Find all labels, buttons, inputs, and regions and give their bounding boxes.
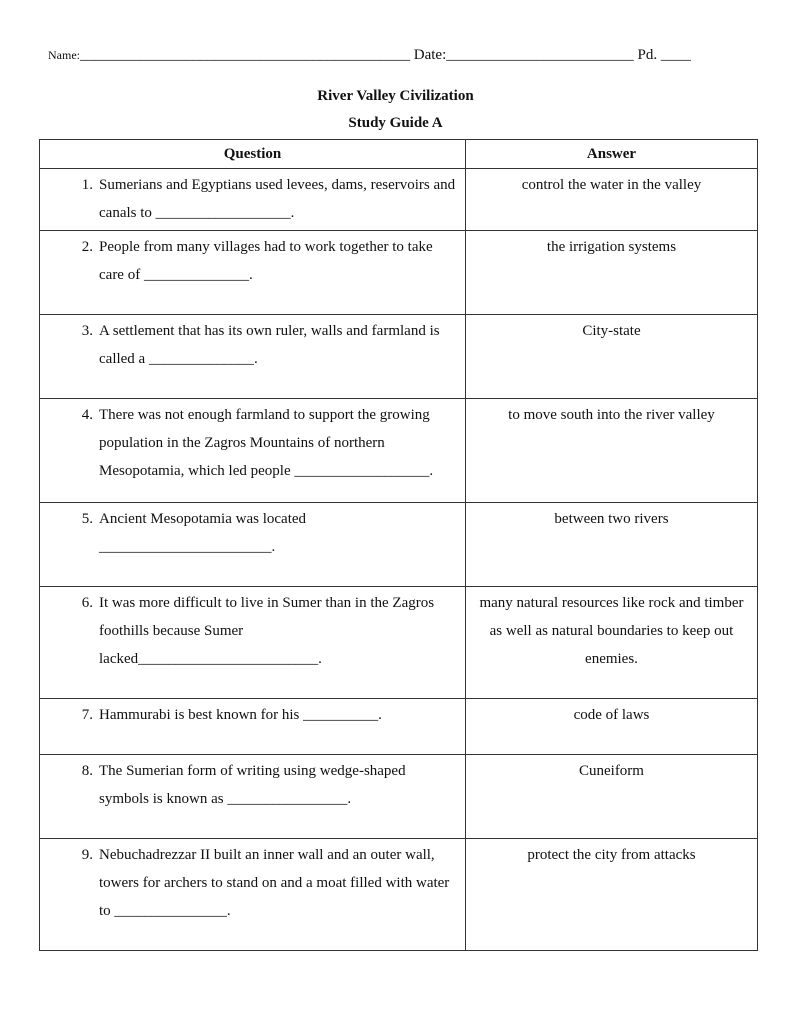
answer-column-header: Answer (465, 140, 757, 169)
question-cell (40, 231, 466, 315)
answer-text: between two rivers (554, 511, 669, 527)
question-text: Nebuchadrezzar II built an inner wall and an outer wall, towers for archers to stand on and a moat filled with water to _______________. (99, 847, 450, 919)
question-number: 2. (81, 239, 93, 255)
page-subtitle: Study Guide A (348, 115, 443, 131)
question-cell (40, 399, 466, 503)
table-row (40, 503, 758, 587)
answer-cell (465, 399, 757, 503)
question-number: 5. (81, 511, 93, 527)
question-text: Ancient Mesopotamia was located _______________________. (99, 511, 307, 555)
answer-text: code of laws (573, 707, 650, 723)
question-text: Sumerians and Egyptians used levees, dams, reservoirs and canals to __________________. (99, 177, 456, 221)
answer-cell (465, 699, 757, 755)
question-cell (40, 169, 466, 231)
table-row (40, 587, 758, 699)
date-blank[interactable]: _________________________ (446, 47, 634, 63)
table-row (40, 231, 758, 315)
table-header-row (40, 140, 758, 169)
header-line (48, 46, 691, 64)
question-cell (40, 587, 466, 699)
table-row (40, 839, 758, 951)
question-cell (40, 315, 466, 399)
question-text: There was not enough farmland to support the growing population in the Zagros Mountains of northern Mesopotamia, which led people __________________. (99, 407, 434, 479)
question-cell (40, 839, 466, 951)
question-number: 3. (81, 323, 93, 339)
date-label: Date: (413, 47, 447, 63)
question-text: Hammurabi is best known for his __________. (99, 707, 382, 723)
question-cell (40, 699, 466, 755)
answer-text: many natural resources like rock and timber as well as natural boundaries to keep out enemies. (479, 595, 744, 667)
question-text: People from many villages had to work together to take care of ______________. (99, 239, 433, 283)
answer-cell (465, 231, 757, 315)
question-number: 9. (81, 847, 93, 863)
answer-cell (465, 169, 757, 231)
page-title: River Valley Civilization (317, 88, 474, 104)
question-number: 4. (81, 407, 93, 423)
answer-text: control the water in the valley (521, 177, 702, 193)
answer-text: the irrigation systems (546, 239, 677, 255)
question-number: 6. (81, 595, 93, 611)
answer-text: protect the city from attacks (527, 847, 696, 863)
table-row (40, 315, 758, 399)
question-column-header: Question (40, 140, 466, 169)
study-guide-table (39, 139, 758, 951)
table-row (40, 169, 758, 231)
question-number: 8. (81, 763, 93, 779)
question-text: It was more difficult to live in Sumer than in the Zagros foothills because Sumer lacked________________________. (99, 595, 435, 667)
answer-cell (465, 503, 757, 587)
answer-cell (465, 839, 757, 951)
question-number: 1. (81, 177, 93, 193)
question-cell (40, 755, 466, 839)
answer-text: City-state (582, 323, 641, 339)
answer-text: to move south into the river valley (508, 407, 715, 423)
name-blank[interactable]: ____________________________________________ (80, 47, 410, 63)
answer-cell (465, 587, 757, 699)
question-number: 7. (81, 707, 93, 723)
period-blank[interactable]: ____ (660, 47, 691, 63)
answer-text: Cuneiform (578, 763, 644, 779)
period-label: Pd. (637, 47, 658, 63)
question-text: A settlement that has its own ruler, walls and farmland is called a ______________. (99, 323, 440, 367)
question-text: The Sumerian form of writing using wedge-shaped symbols is known as ________________. (99, 763, 406, 807)
question-cell (40, 503, 466, 587)
table-row (40, 399, 758, 503)
name-label: Name: (48, 48, 80, 62)
table-row (40, 755, 758, 839)
answer-cell (465, 755, 757, 839)
table-row (40, 699, 758, 755)
answer-cell (465, 315, 757, 399)
